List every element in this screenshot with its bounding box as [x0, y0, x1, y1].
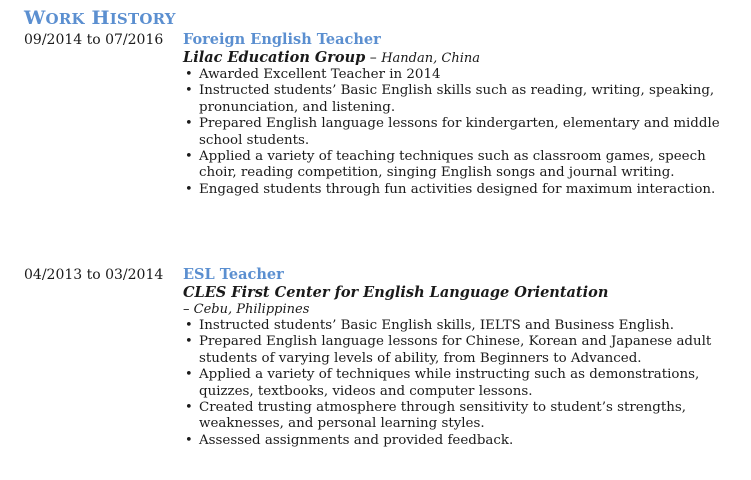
job-details: [183, 31, 743, 198]
title-rest-istory: ISTORY: [109, 10, 176, 28]
bullet-icon: •: [185, 432, 193, 448]
section-title-work-history: [24, 7, 176, 29]
bullet-icon: •: [185, 149, 193, 165]
list-item: [183, 67, 743, 83]
job-details: [183, 266, 743, 449]
duty-text: Applied a variety of teaching techniques such as classroom games, speech choir, reading competition, singing English songs and journal writing.: [199, 149, 706, 181]
duty-text: Instructed students’ Basic English skills, IELTS and Business English.: [199, 318, 674, 333]
bullet-icon: •: [185, 367, 193, 383]
list-item: [183, 367, 743, 400]
title-initial-h: H: [91, 7, 110, 29]
bullet-icon: •: [185, 400, 193, 416]
job-title: ESL Teacher: [183, 266, 284, 283]
company-separator: –: [365, 50, 382, 66]
bullet-icon: •: [185, 318, 193, 333]
job-dates: 04/2013 to 03/2014: [24, 267, 164, 283]
duty-text: Awarded Excellent Teacher in 2014: [199, 67, 441, 82]
list-item: [183, 334, 743, 367]
duty-text: Engaged students through fun activities designed for maximum interaction.: [199, 181, 716, 197]
duty-text: Prepared English language lessons for kindergarten, elementary and middle school students.: [199, 116, 720, 148]
title-rest-ork: ORK: [45, 10, 85, 28]
bullet-icon: •: [185, 334, 193, 350]
bullet-icon: •: [185, 116, 193, 132]
list-item: [183, 400, 743, 433]
duty-text: Applied a variety of techniques while instructing such as demonstrations, quizzes, textbooks, videos and computer lessons.: [199, 367, 700, 399]
list-item: [183, 318, 743, 334]
company-line: [183, 49, 743, 67]
job-duties-list: [183, 67, 743, 198]
bullet-icon: •: [185, 181, 193, 197]
list-item: [183, 83, 743, 116]
company-line: [183, 284, 743, 302]
list-item: [183, 182, 743, 198]
company-name: CLES First Center for English Language Orientation: [183, 284, 609, 301]
bullet-icon: •: [185, 83, 193, 99]
job-duties-list: [183, 318, 743, 449]
job-dates: 09/2014 to 07/2016: [24, 32, 164, 48]
duty-text: Created trusting atmosphere through sensitivity to student’s strengths, weaknesses, and personal learning styles.: [199, 400, 686, 432]
title-initial-w: W: [24, 7, 46, 29]
duty-text: Instructed students’ Basic English skills such as reading, writing, speaking, pronunciation, and listening.: [199, 83, 715, 115]
job-location: Handan, China: [381, 51, 480, 66]
list-item: [183, 149, 743, 182]
job-location: – Cebu, Philippines: [183, 302, 310, 317]
job-title: Foreign English Teacher: [183, 31, 381, 48]
list-item: [183, 116, 743, 149]
company-name: Lilac Education Group: [183, 49, 366, 66]
duty-text: Assessed assignments and provided feedback.: [199, 432, 514, 448]
bullet-icon: •: [185, 67, 193, 82]
list-item: [183, 433, 743, 449]
duty-text: Prepared English language lessons for Chinese, Korean and Japanese adult students of varying levels of ability, from Beginners to Advanced.: [199, 334, 712, 366]
